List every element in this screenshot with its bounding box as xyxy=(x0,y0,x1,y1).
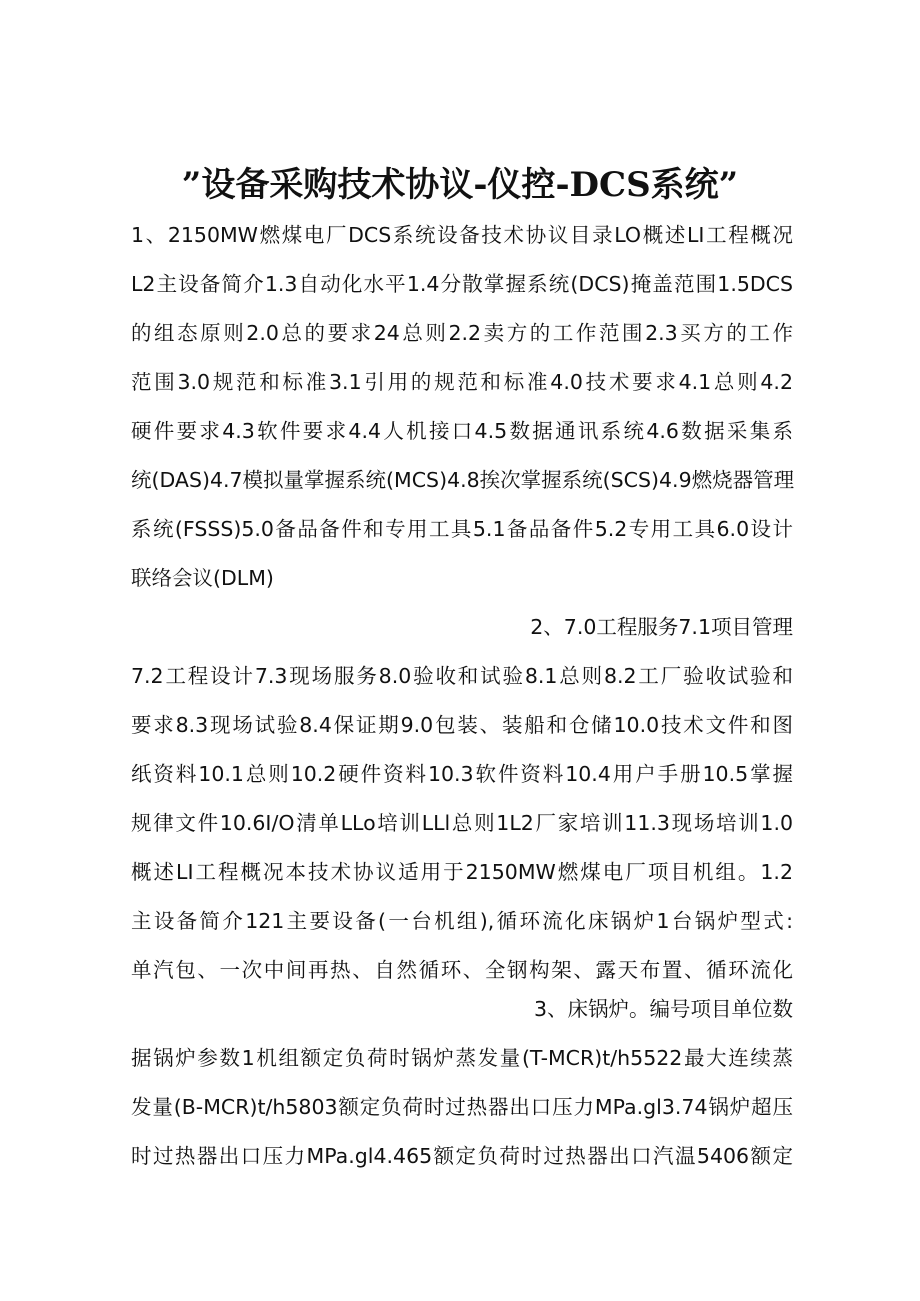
text-line: 联络会议(DLM) xyxy=(131,566,274,590)
section-3-text xyxy=(131,985,793,1181)
title-suffix: 系统” xyxy=(650,164,739,205)
text-line: 系统(FSSS)5.0备品备件和专用工具5.1备品备件5.2专用工具6.0设计 xyxy=(131,517,793,541)
text-line: 主设备简介121主要设备(一台机组),循环流化床锅炉1台锅炉型式: xyxy=(131,909,793,933)
text-line: 纸资料10.1总则10.2硬件资料10.3软件资料10.4用户手册10.5掌握 xyxy=(131,762,793,786)
text-line: 要求8.3现场试验8.4保证期9.0包装、装船和仓储10.0技术文件和图 xyxy=(131,713,793,737)
page-title xyxy=(0,163,920,207)
section-heading-line: 3、床锅炉。编号项目单位数 xyxy=(533,997,793,1021)
text-line: 规律文件10.6I/O清单LLo培训LLl总则1L2厂家培训11.3现场培训1.0 xyxy=(131,811,793,835)
text-line: 1、2150MW燃煤电厂DCS系统设备技术协议目录LO概述LI工程概况 xyxy=(131,223,793,247)
text-line: 单汽包、一次中间再热、自然循环、全钢构架、露天布置、循环流化 xyxy=(131,958,793,982)
text-line: 概述LI工程概况本技术协议适用于2150MW燃煤电厂项目机组。1.2 xyxy=(131,860,793,884)
text-line: 的组态原则2.0总的要求24总则2.2卖方的工作范围2.3买方的工作 xyxy=(131,321,793,345)
section-1-text xyxy=(131,211,793,603)
section-2-text xyxy=(131,603,793,995)
text-line: 范围3.0规范和标准3.1引用的规范和标准4.0技术要求4.1总则4.2 xyxy=(131,370,793,394)
text-line: 统(DAS)4.7模拟量掌握系统(MCS)4.8挨次掌握系统(SCS)4.9燃烧器管理 xyxy=(131,468,795,492)
text-line: 发量(B-MCR)t/h5803额定负荷时过热器出口压力MPa.gl3.74锅炉超压 xyxy=(131,1095,793,1119)
section-heading-line: 2、7.0工程服务7.1项目管理 xyxy=(530,615,793,639)
text-line: 7.2工程设计7.3现场服务8.0验收和试验8.1总则8.2工厂验收试验和 xyxy=(131,664,793,688)
text-line: 据锅炉参数1机组额定负荷时锅炉蒸发量(T-MCR)t/h5522最大连续蒸 xyxy=(131,1046,793,1070)
title-latin: -DCS xyxy=(555,164,651,205)
title-prefix: ”设备采购技术协议-仪控 xyxy=(181,164,556,205)
text-line: L2主设备简介1.3自动化水平1.4分散掌握系统(DCS)掩盖范围1.5DCS xyxy=(131,272,793,296)
text-line: 硬件要求4.3软件要求4.4人机接口4.5数据通讯系统4.6数据采集系 xyxy=(131,419,793,443)
text-line: 时过热器出口压力MPa.gl4.465额定负荷时过热器出口汽温5406额定 xyxy=(131,1144,793,1168)
